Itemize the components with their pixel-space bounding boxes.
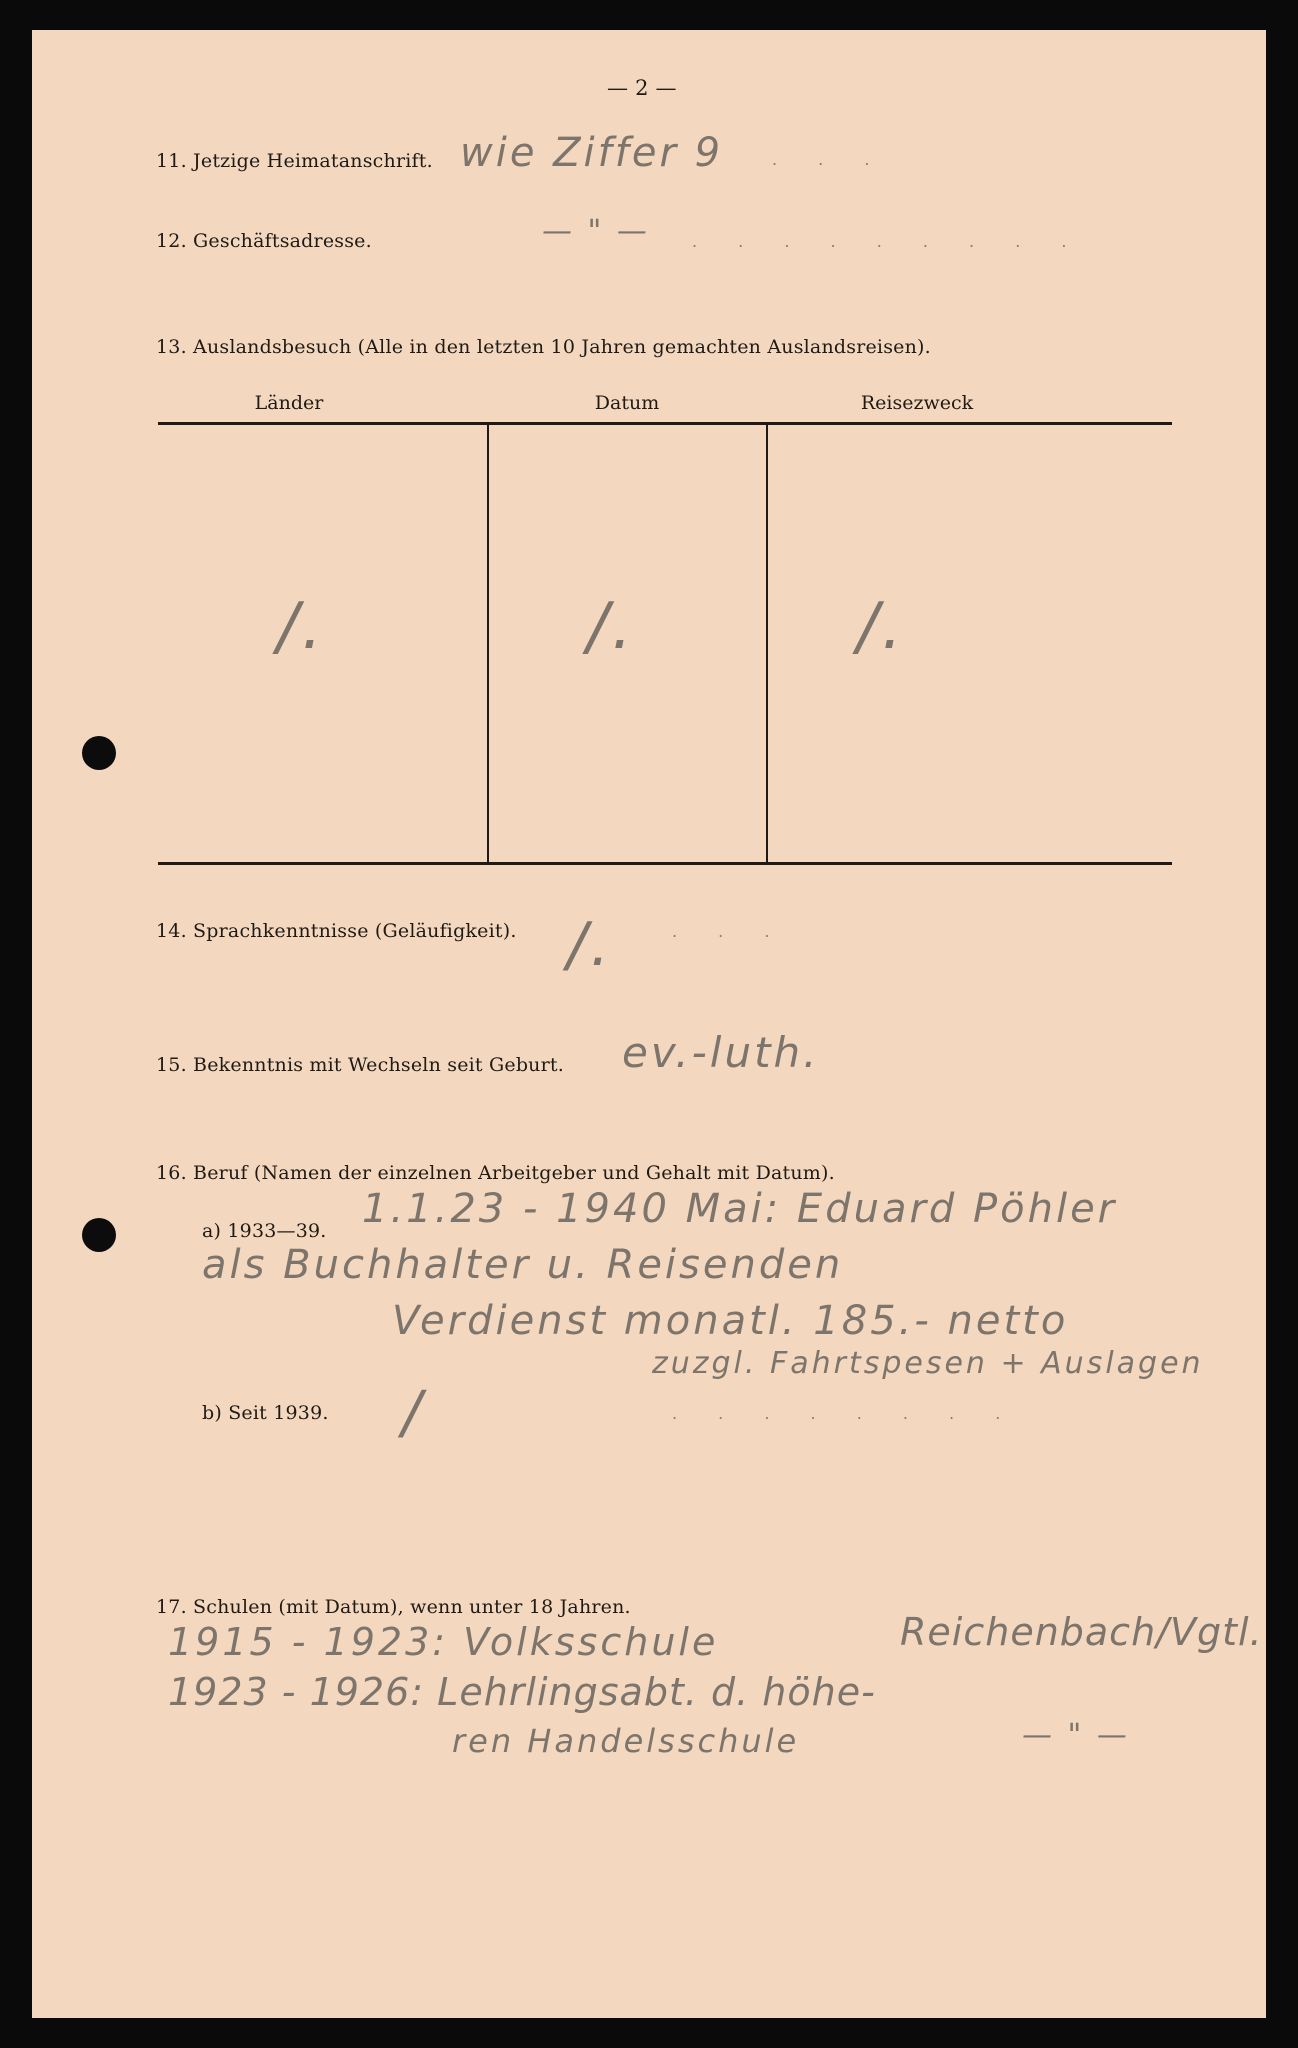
q14-label: 14. Sprachkenntnisse (Geläufigkeit). — [156, 920, 517, 942]
table-divider-1 — [487, 424, 489, 864]
q16-a-label: a) 1933—39. — [202, 1220, 327, 1242]
q12-label: 12. Geschäftsadresse. — [156, 230, 372, 252]
q14-dots: . . . — [672, 922, 788, 941]
page-number: — 2 — — [607, 76, 677, 100]
table-value-laender: /. — [277, 590, 325, 664]
q12-dots: . . . . . . . . . — [692, 232, 1085, 251]
table-divider-2 — [766, 424, 768, 864]
q11-label: 11. Jetzige Heimatanschrift. — [156, 150, 433, 172]
q15-answer: ev.-luth. — [622, 1028, 820, 1077]
q14-answer: /. — [567, 910, 613, 980]
table-top-rule — [158, 422, 1172, 425]
q11-answer: wie Ziffer 9 — [460, 130, 724, 176]
q12-answer: — " — — [542, 214, 650, 249]
punch-hole-bottom — [82, 1218, 116, 1252]
q17-place-ditto: — " — — [1022, 1718, 1130, 1753]
q16-a-answer-line2: als Buchhalter u. Reisenden — [202, 1242, 844, 1288]
q16-a-answer-line4: zuzgl. Fahrtspesen + Auslagen — [652, 1346, 1204, 1381]
table-value-reisezweck: /. — [857, 590, 905, 664]
q17-line2: 1923 - 1926: Lehrlingsabt. d. höhe- — [168, 1670, 876, 1714]
table-header-reisezweck: Reisezweck — [860, 392, 974, 414]
document-page — [32, 30, 1266, 2018]
table-bottom-rule — [158, 862, 1172, 865]
q16-a-answer-line3: Verdienst monatl. 185.- netto — [392, 1298, 1069, 1344]
q17-label: 17. Schulen (mit Datum), wenn unter 18 Jahren. — [156, 1596, 631, 1618]
q13-label: 13. Auslandsbesuch (Alle in den letzten 10 Jahren gemachten Auslandsreisen). — [156, 336, 931, 358]
table-header-datum: Datum — [594, 392, 660, 414]
q16-b-answer: / — [402, 1378, 425, 1446]
q16-b-label: b) Seit 1939. — [202, 1402, 329, 1424]
q17-place: Reichenbach/Vgtl. — [900, 1610, 1263, 1654]
q15-label: 15. Bekenntnis mit Wechseln seit Geburt. — [156, 1054, 564, 1076]
q16-label: 16. Beruf (Namen der einzelnen Arbeitgeber und Gehalt mit Datum). — [156, 1162, 835, 1184]
table-header-laender: Länder — [254, 392, 324, 414]
q17-line3: ren Handelsschule — [452, 1722, 800, 1760]
punch-hole-top — [82, 736, 116, 770]
q11-dots: . . . — [772, 150, 888, 169]
q16-b-dots: . . . . . . . . — [672, 1404, 1019, 1423]
q17-line1: 1915 - 1923: Volksschule — [168, 1620, 719, 1664]
table-value-datum: /. — [587, 590, 635, 664]
q16-a-answer-line1: 1.1.23 - 1940 Mai: Eduard Pöhler — [362, 1186, 1118, 1232]
